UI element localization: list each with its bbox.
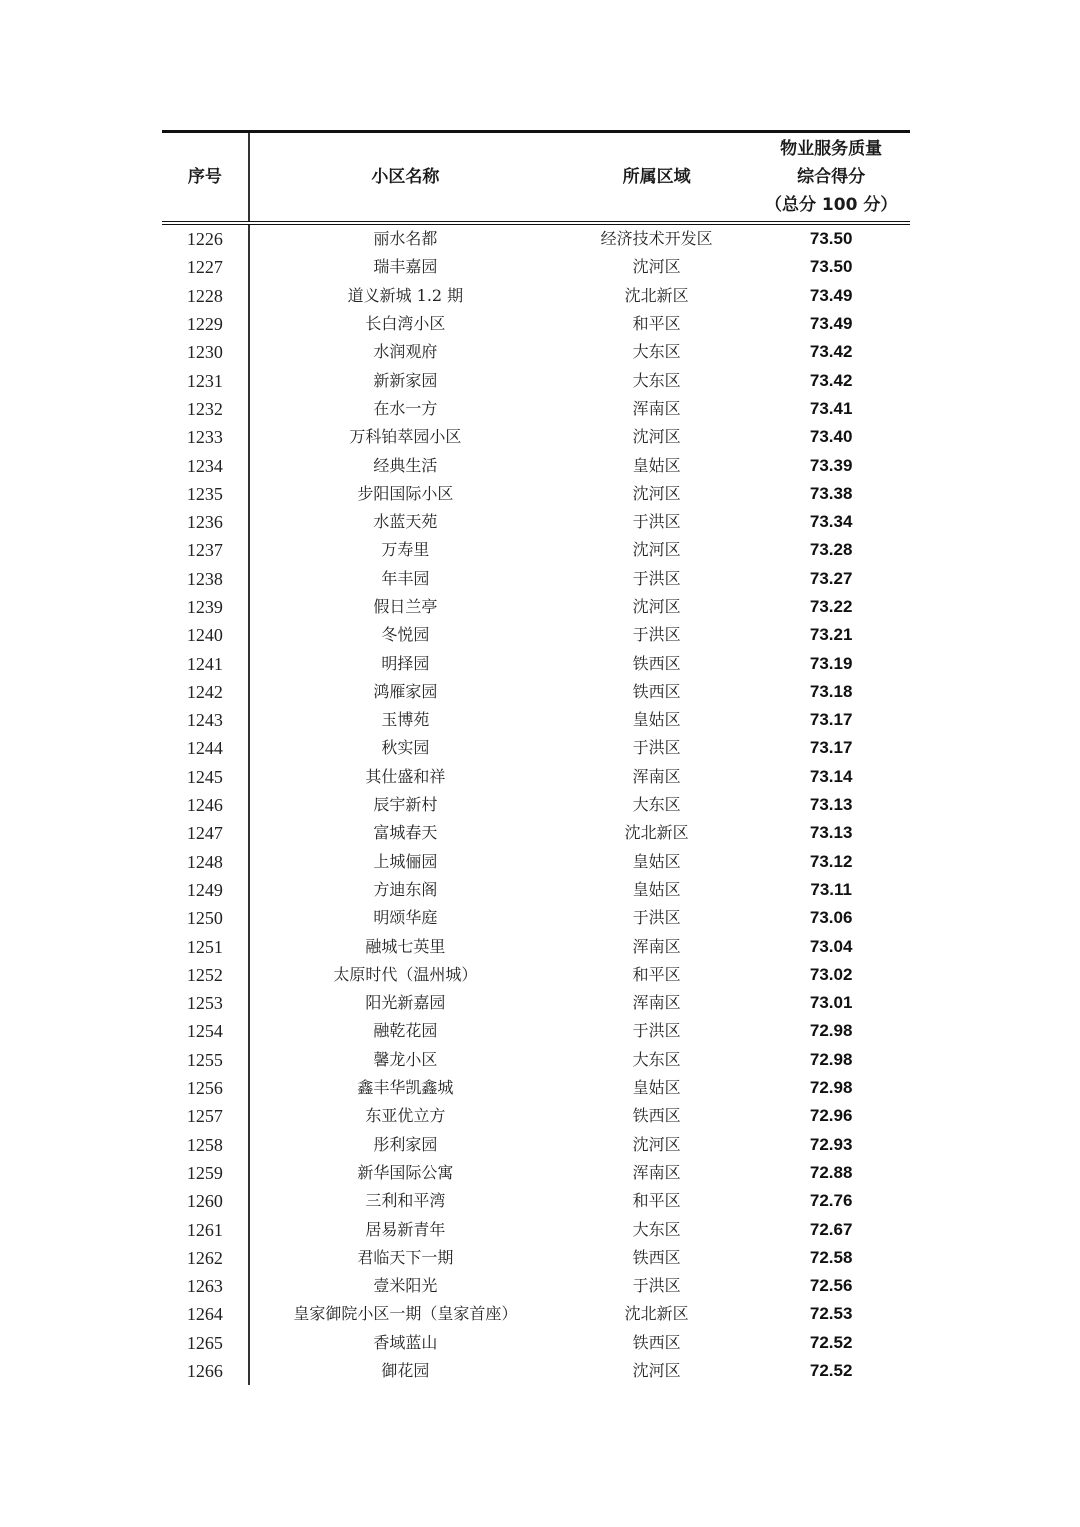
row-score: 73.17 <box>809 710 853 730</box>
row-area: 沈河区 <box>632 427 681 447</box>
row-score: 72.76 <box>809 1191 853 1211</box>
row-name: 彤利家园 <box>373 1134 438 1154</box>
row-name: 新华国际公寓 <box>357 1162 454 1182</box>
row-name: 年丰园 <box>381 568 430 588</box>
row-name: 馨龙小区 <box>373 1049 438 1069</box>
row-name: 在水一方 <box>373 398 438 418</box>
row-area: 于洪区 <box>632 1276 681 1296</box>
row-name: 秋实园 <box>381 738 430 758</box>
row-index: 1266 <box>162 1357 249 1385</box>
row-area: 大东区 <box>632 795 681 815</box>
row-area: 铁西区 <box>632 653 681 673</box>
row-score: 73.50 <box>809 229 853 249</box>
row-area: 于洪区 <box>632 908 681 928</box>
table-body <box>162 223 910 1385</box>
row-name: 三利和平湾 <box>365 1191 446 1211</box>
table-row <box>162 1017 910 1045</box>
row-score: 73.01 <box>809 993 853 1013</box>
row-name: 上城俪园 <box>373 851 438 871</box>
row-score: 72.56 <box>809 1276 853 1296</box>
table-row <box>162 1329 910 1357</box>
table-row <box>162 536 910 564</box>
table-row <box>162 791 910 819</box>
row-index: 1252 <box>162 961 249 989</box>
row-score: 73.18 <box>809 681 853 701</box>
row-index: 1258 <box>162 1131 249 1159</box>
table-row <box>162 1300 910 1328</box>
row-score: 73.41 <box>809 398 853 418</box>
table-row <box>162 423 910 451</box>
ranking-table <box>162 130 910 1385</box>
row-area: 于洪区 <box>632 625 681 645</box>
row-score: 72.98 <box>809 1078 853 1098</box>
row-index: 1227 <box>162 253 249 281</box>
row-index: 1242 <box>162 678 249 706</box>
table-row <box>162 1131 910 1159</box>
row-score: 72.98 <box>809 1021 853 1041</box>
row-name: 玉博苑 <box>381 710 430 730</box>
row-area: 于洪区 <box>632 1021 681 1041</box>
row-score: 73.04 <box>809 936 853 956</box>
row-index: 1230 <box>162 338 249 366</box>
row-area: 沈北新区 <box>624 823 689 843</box>
row-area: 和平区 <box>632 964 681 984</box>
row-score: 73.42 <box>809 370 853 390</box>
row-score: 73.11 <box>810 879 852 899</box>
row-index: 1229 <box>162 310 249 338</box>
row-name: 新新家园 <box>373 370 438 390</box>
table-row <box>162 1074 910 1102</box>
row-area: 沈河区 <box>632 597 681 616</box>
table-row <box>162 904 910 932</box>
row-area: 浑南区 <box>632 993 681 1013</box>
row-name: 壹米阳光 <box>373 1276 438 1296</box>
row-index: 1231 <box>162 366 249 394</box>
row-name: 阳光新嘉园 <box>365 993 446 1013</box>
header-index: 序号 <box>162 132 249 224</box>
table-row <box>162 1357 910 1385</box>
row-score: 73.49 <box>809 314 853 334</box>
row-name: 融城七英里 <box>365 936 446 956</box>
table-row <box>162 1046 910 1074</box>
row-index: 1226 <box>162 223 249 253</box>
row-area: 皇姑区 <box>632 851 681 871</box>
table-row <box>162 310 910 338</box>
row-score: 73.34 <box>809 512 853 532</box>
row-index: 1228 <box>162 282 249 310</box>
row-area: 大东区 <box>632 1049 681 1069</box>
table-row <box>162 1244 910 1272</box>
row-name: 富城春天 <box>373 823 438 843</box>
row-name: 明颂华庭 <box>373 908 438 928</box>
table-row <box>162 223 910 253</box>
row-name: 万寿里 <box>381 540 430 560</box>
row-area: 浑南区 <box>632 1162 681 1182</box>
row-score: 73.22 <box>809 597 853 616</box>
row-index: 1244 <box>162 734 249 762</box>
table-row <box>162 678 910 706</box>
row-area: 皇姑区 <box>632 879 681 899</box>
row-area: 于洪区 <box>632 738 681 758</box>
table-row <box>162 395 910 423</box>
row-area: 于洪区 <box>632 568 681 588</box>
table-row <box>162 763 910 791</box>
row-index: 1241 <box>162 649 249 677</box>
row-area: 浑南区 <box>632 936 681 956</box>
row-score: 73.17 <box>809 738 853 758</box>
row-index: 1257 <box>162 1102 249 1130</box>
table-row <box>162 819 910 847</box>
row-area: 浑南区 <box>632 766 681 786</box>
row-index: 1263 <box>162 1272 249 1300</box>
table-row <box>162 253 910 281</box>
row-index: 1264 <box>162 1300 249 1328</box>
row-area: 沈河区 <box>632 483 681 503</box>
row-score: 72.88 <box>809 1162 853 1182</box>
row-index: 1265 <box>162 1329 249 1357</box>
table-row <box>162 565 910 593</box>
row-name: 其仕盛和祥 <box>365 766 446 786</box>
row-index: 1234 <box>162 451 249 479</box>
table-row <box>162 338 910 366</box>
row-name: 瑞丰嘉园 <box>373 257 438 277</box>
row-score: 73.19 <box>809 653 853 673</box>
table-row <box>162 621 910 649</box>
row-index: 1260 <box>162 1187 249 1215</box>
table-row <box>162 508 910 536</box>
row-score: 72.98 <box>809 1049 853 1069</box>
row-index: 1239 <box>162 593 249 621</box>
row-area: 和平区 <box>632 314 681 334</box>
row-area: 沈北新区 <box>624 285 689 305</box>
row-index: 1235 <box>162 480 249 508</box>
row-index: 1250 <box>162 904 249 932</box>
table-row <box>162 1215 910 1243</box>
row-name: 香域蓝山 <box>373 1332 438 1352</box>
header-score <box>752 132 910 224</box>
row-area: 浑南区 <box>632 398 681 418</box>
row-area: 皇姑区 <box>632 710 681 730</box>
row-area: 沈北新区 <box>624 1304 689 1324</box>
row-index: 1251 <box>162 932 249 960</box>
row-name: 丽水名都 <box>373 229 438 249</box>
table-row <box>162 989 910 1017</box>
row-name: 经典生活 <box>373 455 438 475</box>
row-score: 72.96 <box>809 1106 853 1126</box>
header-row <box>162 132 910 224</box>
row-index: 1245 <box>162 763 249 791</box>
row-name: 辰宇新村 <box>373 795 438 815</box>
row-name: 方迪东阁 <box>373 879 438 899</box>
row-area: 大东区 <box>632 342 681 362</box>
row-name: 冬悦园 <box>381 625 430 645</box>
row-area: 铁西区 <box>632 1332 681 1352</box>
row-name: 步阳国际小区 <box>357 483 454 503</box>
row-index: 1237 <box>162 536 249 564</box>
table-row <box>162 932 910 960</box>
table-row <box>162 848 910 876</box>
row-area: 大东区 <box>632 1219 681 1239</box>
row-index: 1240 <box>162 621 249 649</box>
row-area: 经济技术开发区 <box>600 229 713 249</box>
row-name: 明择园 <box>381 653 430 673</box>
header-score-line1: 物业服务质量 <box>780 139 883 159</box>
row-score: 73.14 <box>809 766 853 786</box>
table-row <box>162 593 910 621</box>
row-score: 73.13 <box>809 795 853 815</box>
table-header <box>162 132 910 224</box>
row-score: 73.50 <box>809 257 853 277</box>
row-score: 73.28 <box>809 540 853 560</box>
row-score: 73.06 <box>809 908 853 928</box>
row-index: 1247 <box>162 819 249 847</box>
row-name: 道义新城 1.2 期 <box>347 285 464 305</box>
row-name: 太原时代（温州城） <box>333 964 478 984</box>
table-row <box>162 649 910 677</box>
row-name: 君临天下一期 <box>357 1247 454 1267</box>
row-score: 73.42 <box>809 342 853 362</box>
row-index: 1256 <box>162 1074 249 1102</box>
header-score-line2: 综合得分 <box>797 167 866 187</box>
header-score-line3: （总分 100 分） <box>765 195 898 215</box>
row-score: 72.93 <box>809 1134 853 1154</box>
row-area: 铁西区 <box>632 1106 681 1126</box>
table-row <box>162 366 910 394</box>
row-score: 73.49 <box>809 285 853 305</box>
row-name: 东亚优立方 <box>365 1106 446 1126</box>
row-score: 73.13 <box>809 823 853 843</box>
row-name: 融乾花园 <box>373 1021 438 1041</box>
row-score: 72.58 <box>809 1247 853 1267</box>
table-row <box>162 451 910 479</box>
table-row <box>162 1102 910 1130</box>
row-area: 沈河区 <box>632 1361 681 1381</box>
header-area: 所属区域 <box>561 132 752 224</box>
row-index: 1233 <box>162 423 249 451</box>
header-name: 小区名称 <box>249 132 561 224</box>
row-index: 1232 <box>162 395 249 423</box>
row-index: 1249 <box>162 876 249 904</box>
table-row <box>162 1272 910 1300</box>
row-score: 73.21 <box>809 625 853 645</box>
table-row <box>162 1187 910 1215</box>
row-area: 于洪区 <box>632 512 681 532</box>
row-area: 皇姑区 <box>632 455 681 475</box>
row-score: 73.39 <box>809 455 853 475</box>
table-row <box>162 282 910 310</box>
row-index: 1254 <box>162 1017 249 1045</box>
row-index: 1255 <box>162 1046 249 1074</box>
row-index: 1259 <box>162 1159 249 1187</box>
row-score: 73.38 <box>809 483 853 503</box>
table-row <box>162 734 910 762</box>
row-score: 72.53 <box>809 1304 853 1324</box>
row-name: 皇家御院小区一期（皇家首座） <box>293 1304 518 1324</box>
row-index: 1248 <box>162 848 249 876</box>
row-score: 72.67 <box>809 1219 853 1239</box>
row-index: 1262 <box>162 1244 249 1272</box>
row-area: 沈河区 <box>632 540 681 560</box>
row-name: 御花园 <box>381 1361 430 1381</box>
table-row <box>162 961 910 989</box>
table-row <box>162 706 910 734</box>
table-row <box>162 1159 910 1187</box>
row-area: 大东区 <box>632 370 681 390</box>
table-row <box>162 480 910 508</box>
row-name: 居易新青年 <box>365 1219 446 1239</box>
row-index: 1236 <box>162 508 249 536</box>
row-index: 1253 <box>162 989 249 1017</box>
row-index: 1243 <box>162 706 249 734</box>
row-index: 1238 <box>162 565 249 593</box>
row-name: 万科铂萃园小区 <box>349 427 462 447</box>
row-name: 鑫丰华凯鑫城 <box>357 1078 454 1098</box>
row-area: 铁西区 <box>632 681 681 701</box>
row-score: 73.40 <box>809 427 853 447</box>
row-area: 沈河区 <box>632 257 681 277</box>
row-name: 鸿雁家园 <box>373 681 438 701</box>
row-area: 和平区 <box>632 1191 681 1211</box>
table-row <box>162 876 910 904</box>
row-score: 72.52 <box>809 1332 853 1352</box>
row-index: 1246 <box>162 791 249 819</box>
row-area: 皇姑区 <box>632 1078 681 1098</box>
row-score: 72.52 <box>809 1361 853 1381</box>
row-area: 沈河区 <box>632 1134 681 1154</box>
row-score: 73.12 <box>809 851 853 871</box>
row-name: 假日兰亭 <box>373 597 438 616</box>
row-name: 长白湾小区 <box>365 314 446 334</box>
row-score: 73.02 <box>809 964 853 984</box>
row-name: 水蓝天苑 <box>373 512 438 532</box>
row-score: 73.27 <box>809 568 853 588</box>
row-index: 1261 <box>162 1215 249 1243</box>
row-name: 水润观府 <box>373 342 438 362</box>
row-area: 铁西区 <box>632 1247 681 1267</box>
